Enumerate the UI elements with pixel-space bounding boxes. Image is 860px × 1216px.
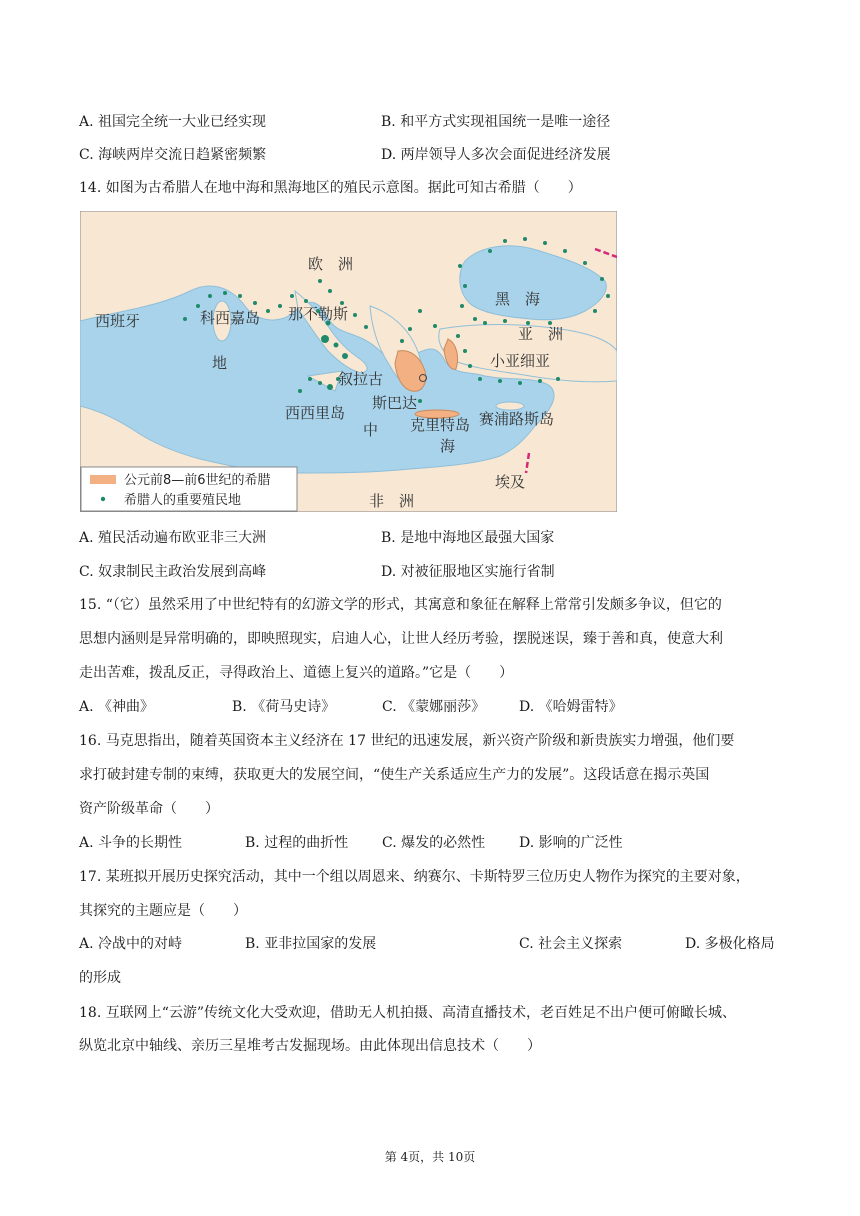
- label-sicily: 西西里岛: [285, 404, 346, 422]
- label-europe: 欧 洲: [308, 255, 354, 273]
- label-spain: 西班牙: [95, 312, 141, 330]
- q15-line-2: 思想内涵则是异常明确的，即映照现实，启迪人心，让世人经历考验，摆脱迷误，臻于善和真，使意大利: [79, 631, 723, 647]
- q13-option-a: A. 祖国完全统一大业已经实现: [79, 114, 267, 130]
- q17-option-a: A. 冷战中的对峙: [79, 936, 183, 952]
- q15-line-3: 走出苦难，拨乱反正，寻得政治上、道德上复兴的道路。”它是（ ）: [79, 665, 514, 681]
- cyprus-island: [496, 402, 524, 410]
- q17-option-d: D. 多极化格局: [685, 936, 775, 952]
- q16-line-3: 资产阶级革命（ ）: [79, 801, 219, 817]
- label-hai: 海: [440, 437, 456, 455]
- q14-option-c: C. 奴隶制民主政治发展到高峰: [79, 564, 267, 580]
- q13-option-c: C. 海峡两岸交流日趋紧密频繁: [79, 147, 267, 163]
- q14-option-a: A. 殖民活动遍布欧亚非三大洲: [79, 530, 267, 546]
- page-footer: 第 4页，共 10页: [384, 1150, 476, 1164]
- q16-option-b: B. 过程的曲折性: [245, 835, 349, 851]
- q13-option-d: D. 两岸领导人多次会面促进经济发展: [381, 147, 611, 163]
- q14-stem: 14. 如图为古希腊人在地中海和黑海地区的殖民示意图。据此可知古希腊（ ）: [79, 180, 582, 196]
- legend-colony-swatch: [101, 497, 105, 501]
- legend-greece-label: 公元前8—前6世纪的希腊: [124, 473, 271, 488]
- greek-colonization-map: [80, 211, 617, 512]
- q14-option-d: D. 对被征服地区实施行省制: [381, 564, 555, 580]
- label-cyprus: 赛浦路斯岛: [479, 410, 555, 428]
- q16-option-d: D. 影响的广泛性: [519, 835, 623, 851]
- q15-option-b: B. 《荷马史诗》: [232, 699, 336, 715]
- q16-line-1: 16. 马克思指出，随着英国资本主义经济在 17 世纪的迅速发展，新兴资产阶级和新贵族实力增强，他们要: [79, 733, 735, 749]
- label-africa: 非 洲: [369, 492, 415, 510]
- label-asia-minor: 小亚细亚: [490, 352, 551, 370]
- map-legend: [81, 467, 297, 511]
- label-syracuse: 叙拉古: [338, 370, 384, 388]
- q18-line-1: 18. 互联网上“云游”传统文化大受欢迎，借助无人机拍摄、高清直播技术，老百姓足不出户便可俯瞰长城、: [79, 1005, 737, 1021]
- q13-option-b: B. 和平方式实现祖国统一是唯一途径: [381, 114, 611, 130]
- q15-option-c: C. 《蒙娜丽莎》: [382, 699, 486, 715]
- q17-option-d-wrap: 的形成: [79, 970, 121, 986]
- q16-option-a: A. 斗争的长期性: [79, 835, 183, 851]
- legend-greece-swatch: [90, 475, 116, 484]
- label-zhong: 中: [363, 421, 379, 439]
- q16-line-2: 求打破封建专制的束缚，获取更大的发展空间，“使生产关系适应生产力的发展”。这段话意在揭示英国: [79, 767, 710, 783]
- label-black-sea: 黑 海: [495, 290, 541, 308]
- q17-line-2: 其探究的主题应是（ ）: [79, 903, 247, 919]
- q18-line-2: 纵览北京中轴线、亲历三星堆考古发掘现场。由此体现出信息技术（ ）: [79, 1038, 541, 1054]
- label-asia: 亚 洲: [518, 325, 564, 343]
- label-egypt: 埃及: [495, 473, 526, 491]
- q17-option-b: B. 亚非拉国家的发展: [245, 936, 377, 952]
- q17-option-c: C. 社会主义探索: [519, 936, 623, 952]
- label-naples: 那不勒斯: [288, 305, 349, 323]
- label-sparta: 斯巴达: [372, 394, 418, 412]
- q15-option-d: D. 《哈姆雷特》: [519, 699, 623, 715]
- q17-line-1: 17. 某班拟开展历史探究活动，其中一个组以周恩来、纳赛尔、卡斯特罗三位历史人物作为探究的主要对象，: [79, 869, 750, 885]
- label-di: 地: [212, 354, 228, 372]
- q15-line-1: 15. “（它）虽然采用了中世纪特有的幻游文学的形式，其寓意和象征在解释上常常引发颇多争议，但它的: [79, 597, 722, 613]
- legend-colony-label: 希腊人的重要殖民地: [124, 493, 242, 508]
- q15-option-a: A. 《神曲》: [79, 699, 155, 715]
- q14-option-b: B. 是地中海地区最强大国家: [381, 530, 555, 546]
- label-corsica: 科西嘉岛: [200, 309, 261, 327]
- q16-option-c: C. 爆发的必然性: [382, 835, 486, 851]
- label-crete: 克里特岛: [410, 416, 471, 434]
